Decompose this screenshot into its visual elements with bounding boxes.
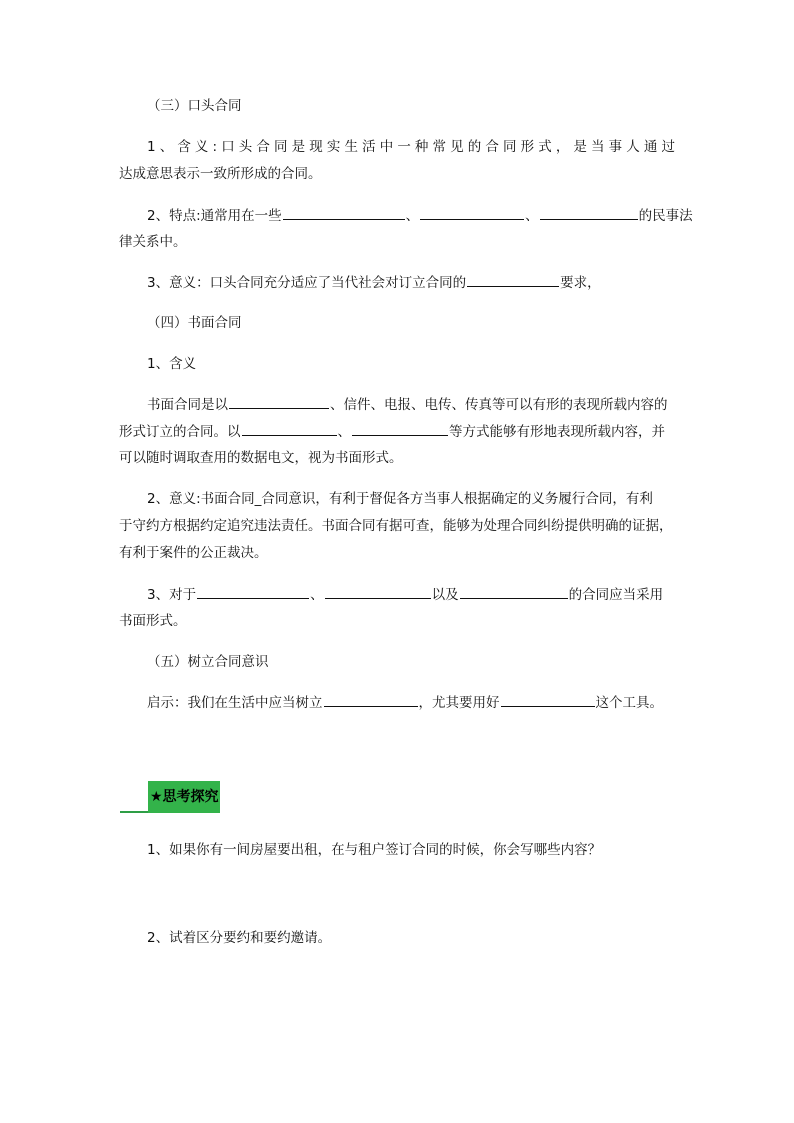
s3-item2-line1: 2、特点:通常用在一些 、 、 的民事法 — [147, 205, 675, 226]
s3-item2-line2: 律关系中。 — [119, 234, 187, 250]
fill-blank[interactable] — [229, 394, 329, 409]
fill-blank[interactable] — [540, 205, 638, 220]
section-5-heading: （五）树立合同意识 — [147, 654, 269, 670]
section-3-heading: （三）口头合同 — [147, 98, 242, 114]
header-underline — [120, 811, 148, 813]
fill-blank[interactable] — [197, 584, 309, 599]
fill-blank[interactable] — [420, 205, 524, 220]
think-explore-header — [120, 781, 220, 813]
fill-blank[interactable] — [325, 584, 431, 599]
fill-blank[interactable] — [467, 272, 559, 287]
fill-blank[interactable] — [242, 421, 337, 436]
s4-item2-line1: 2、意义:书面合同_合同意识，有利于督促各方当事人根据确定的义务履行合同，有利 — [147, 491, 653, 507]
s3-item3: 3、意义：口头合同充分适应了当代社会对订立合同的 要求， — [147, 272, 675, 293]
s4-def-line1: 书面合同是以 、信件、电报、电传、传真等可以有形的表现所载内容的 — [147, 394, 675, 415]
question-2: 2、试着区分要约和要约邀请。 — [147, 930, 332, 946]
s3-item1-line2: 达成意思表示一致所形成的合同。 — [119, 166, 322, 182]
s5-insight: 启示：我们在生活中应当树立 ，尤其要用好 这个工具。 — [147, 692, 675, 713]
think-explore-label: ★思考探究 — [148, 781, 220, 813]
s4-item3-line2: 书面形式。 — [119, 613, 187, 629]
s4-def-line3: 可以随时调取查用的数据电文，视为书面形式。 — [119, 450, 403, 466]
s4-sub1: 1、含义 — [147, 356, 197, 372]
fill-blank[interactable] — [460, 584, 568, 599]
fill-blank[interactable] — [324, 692, 418, 707]
s4-def-line2: 形式订立的合同。以 、 等方式能够有形地表现所载内容，并 — [119, 421, 675, 442]
s4-item2-line3: 有利于案件的公正裁决。 — [119, 545, 268, 561]
fill-blank[interactable] — [352, 421, 448, 436]
s4-item3-line1: 3、对于 、 以及 的合同应当采用 — [147, 584, 675, 605]
fill-blank[interactable] — [501, 692, 595, 707]
s3-item1-line1: 1、含义:口头合同是现实生活中一种常见的合同形式，是当事人通过 — [147, 139, 675, 155]
s4-item2-line2: 于守约方根据约定追究违法责任。书面合同有据可查，能够为处理合同纠纷提供明确的证据， — [119, 518, 673, 534]
fill-blank[interactable] — [283, 205, 405, 220]
section-4-heading: （四）书面合同 — [147, 315, 242, 331]
question-1: 1、如果你有一间房屋要出租，在与租户签订合同的时候，你会写哪些内容？ — [147, 842, 602, 858]
